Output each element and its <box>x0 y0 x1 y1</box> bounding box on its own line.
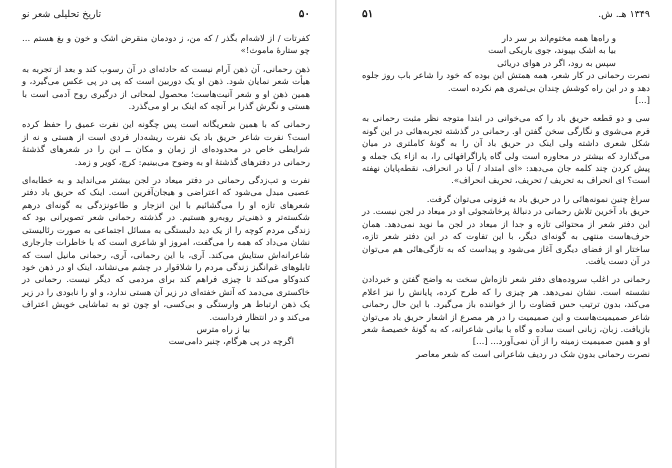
verse-line: و راه‌ها همه مختوم‌اند بر سر دار <box>501 34 616 44</box>
paragraph: حریق باد آخرین تلاش رحمانی در دنبالهٔ پرخاشجوئی او در میعاد در لجن نیست. در این دفتر شعر از محتوائی تازه و جدا از میعاد در لجن ما نوید نمی‌دهد. همان حرف‌هاست منتهی به گونه‌ای دیگر، با این تفاوت که در این دفتر شعر تازه، ساختار او از فضای دیگری آغاز می‌شود و پیداست که به تازگی‌هائی هم می‌توان در آن دست یافت. <box>362 207 650 267</box>
paragraph: نصرت رحمانی بدون شک در ردیف شاعرانی است که شعر معاصر <box>416 349 650 360</box>
right-running-header <box>362 8 650 21</box>
paragraph: سی و دو قطعه حریق باد را که می‌خوانی در ابتدا متوجه نظر مثبت رحمانی به فرم می‌شوی و نگارگی سخن گفتن او. رحمانی در گذشته تجربه‌هائی در این گونه شکل شعری داشته ولی اینک در حریق باد آن را به گونهٔ کاملتری در میان می‌گذارد که بیشتر در محاوره است ولی گاه پاراگرافهائی را، به ازاء یک جمله و پیش کردن چند کلمه جان می‌دهد: «ای امتداد / آیا در انحراف، نقطه‌پایان نهفته است؟ ای انحراف به تحریف / تحریف، تحریف انحراف». <box>362 114 650 187</box>
verse-line: بیا ز راه مترس <box>196 324 250 335</box>
ellipsis-mark: [...] <box>635 96 650 107</box>
verse-line: اگرچه در پی هرگام، چنبر دامی‌ست <box>168 337 294 348</box>
paragraph: نصرت رحمانی در کار شعر، همه همتش این بوده که خود را شاعر باب روز جلوه دهد و در این راه کوشش چندان بی‌ثمری هم نکرده است. <box>362 71 650 94</box>
paragraph: نفرت و تب‌زدگی رحمانی در دفتر میعاد در لجن بیشتر می‌انداید و به خطابه‌ای عصبی مبدل می‌شود که اعتراضی و هیجان‌آفرین است. اینک که حریق باد دفتر شعرهای تازه او را می‌گشائیم با این انزجار و طاعونزدگی به گونه‌ای درهم شکسته‌تر و ذهنی‌تر روبه‌رو هستیم. در گذشته رحمانی شعر تصویرانی بود که زندگی مردم کوچه را از یک دید دلبستگی به مسائل اجتماعی به صورت رئالیستی نشان می‌داد که همه را می‌گفت، امروز او شاعری است که با خاطرات جارجاری شاعرانه‌اش ستایش می‌کند. آری، با این رحمانی، آری، رحمانی مانیل است که تابلوهای غم‌انگیز زندگی مردم را شلاقوار در چشم می‌نشاند، اینک او در ذهن خود کندوکاو می‌کند تا چیزی فراهم کند برای مردمی که دیگر نیست. رحمانی در خاکستری می‌دمد که آتش خفته‌ای در زیر آن هستی ندارد، و او را نابودی را در زیر یک ذهن ارتباط هر وارستگی و بی‌کسی، او چون تو به تماشایی خویش اعتراف می‌کند و در انتظار فرداست. <box>22 176 310 323</box>
paragraph: ذهن رحمانی، آن ذهن آرام نیست که حادثه‌ای در آن رسوب کند و بعد از تجربه به هیأت شعر نمایان شود. ذهن او یک دوربین است که پی در پی عکس می‌گیرد، و همین ذهن او و شعر آنیت‌هاست؛ محصول لمحاتی از درگیری روح آدمی است با هستی و نگرش گذرا بر آنچه که اینک بر او می‌گذرد. <box>22 64 310 113</box>
paragraph: رحمانی در اغلب سروده‌های دفتر شعر تازه‌اش سخت به واضح گفتن و خبردادن نشسته است. نشان نمی‌دهد. هر چیزی را که طرح کرده، پایانش را نیز اعلام می‌کند، بدون ترتیب حس قضاوت را از خواننده باز می‌گیرد. با این حال رحمانی شاعر صمیمیت‌هاست و این صمیمیت را در هر مصرع از اشعار حریق باد می‌توان بازیافت. زبان، زبانی است ساده و گاه با بیانی شاعرانه، که به گونهٔ خصیصهٔ شعر او و همین صمیمیت زمینه را از آن نمی‌آورد... [...] <box>362 275 650 348</box>
left-body-text <box>22 33 310 349</box>
paragraph: سراغ چنین نمونه‌هائی را در حریق باد به فزونی می‌توان گرفت. <box>426 194 650 205</box>
left-running-header <box>22 8 310 21</box>
right-page <box>336 0 672 468</box>
verse-line: بیا به اشک بپیوند، جوی باریکی است <box>488 46 616 57</box>
date-mark: ۱۳۴۹ هـ. ش. <box>598 9 650 20</box>
page-number: ۵۱ <box>362 8 374 20</box>
running-title: تاریخ تحلیلی شعر نو <box>22 9 102 20</box>
paragraph: رحمانی که با همین شعریگانه است پس چگونه این نفرت عمیق را حفظ کرده است؟ نفرت شاعر حریق باد یک نفرت ریشه‌دار فردی است از هستی و نه از شرایطی خاص در محدوده‌ای از زمان و مکان ــ این را در شعرهای گذشتهٔ رحمانی در دفترهای گذشتهٔ او به وضوح می‌بینیم: کرچ، کویر و زمد. <box>22 120 310 168</box>
right-body-text <box>362 33 650 361</box>
page-number: ۵۰ <box>298 8 310 20</box>
verse-line: سپس به رود، اگر در هوای دریائی <box>497 58 616 69</box>
paragraph: کفرتات / از لاشه‌ام بگذر / که من، ز دودمان منقرض اشک و خون و بغ هستم ... چو ستارهٔ ماموث!» <box>22 34 310 57</box>
